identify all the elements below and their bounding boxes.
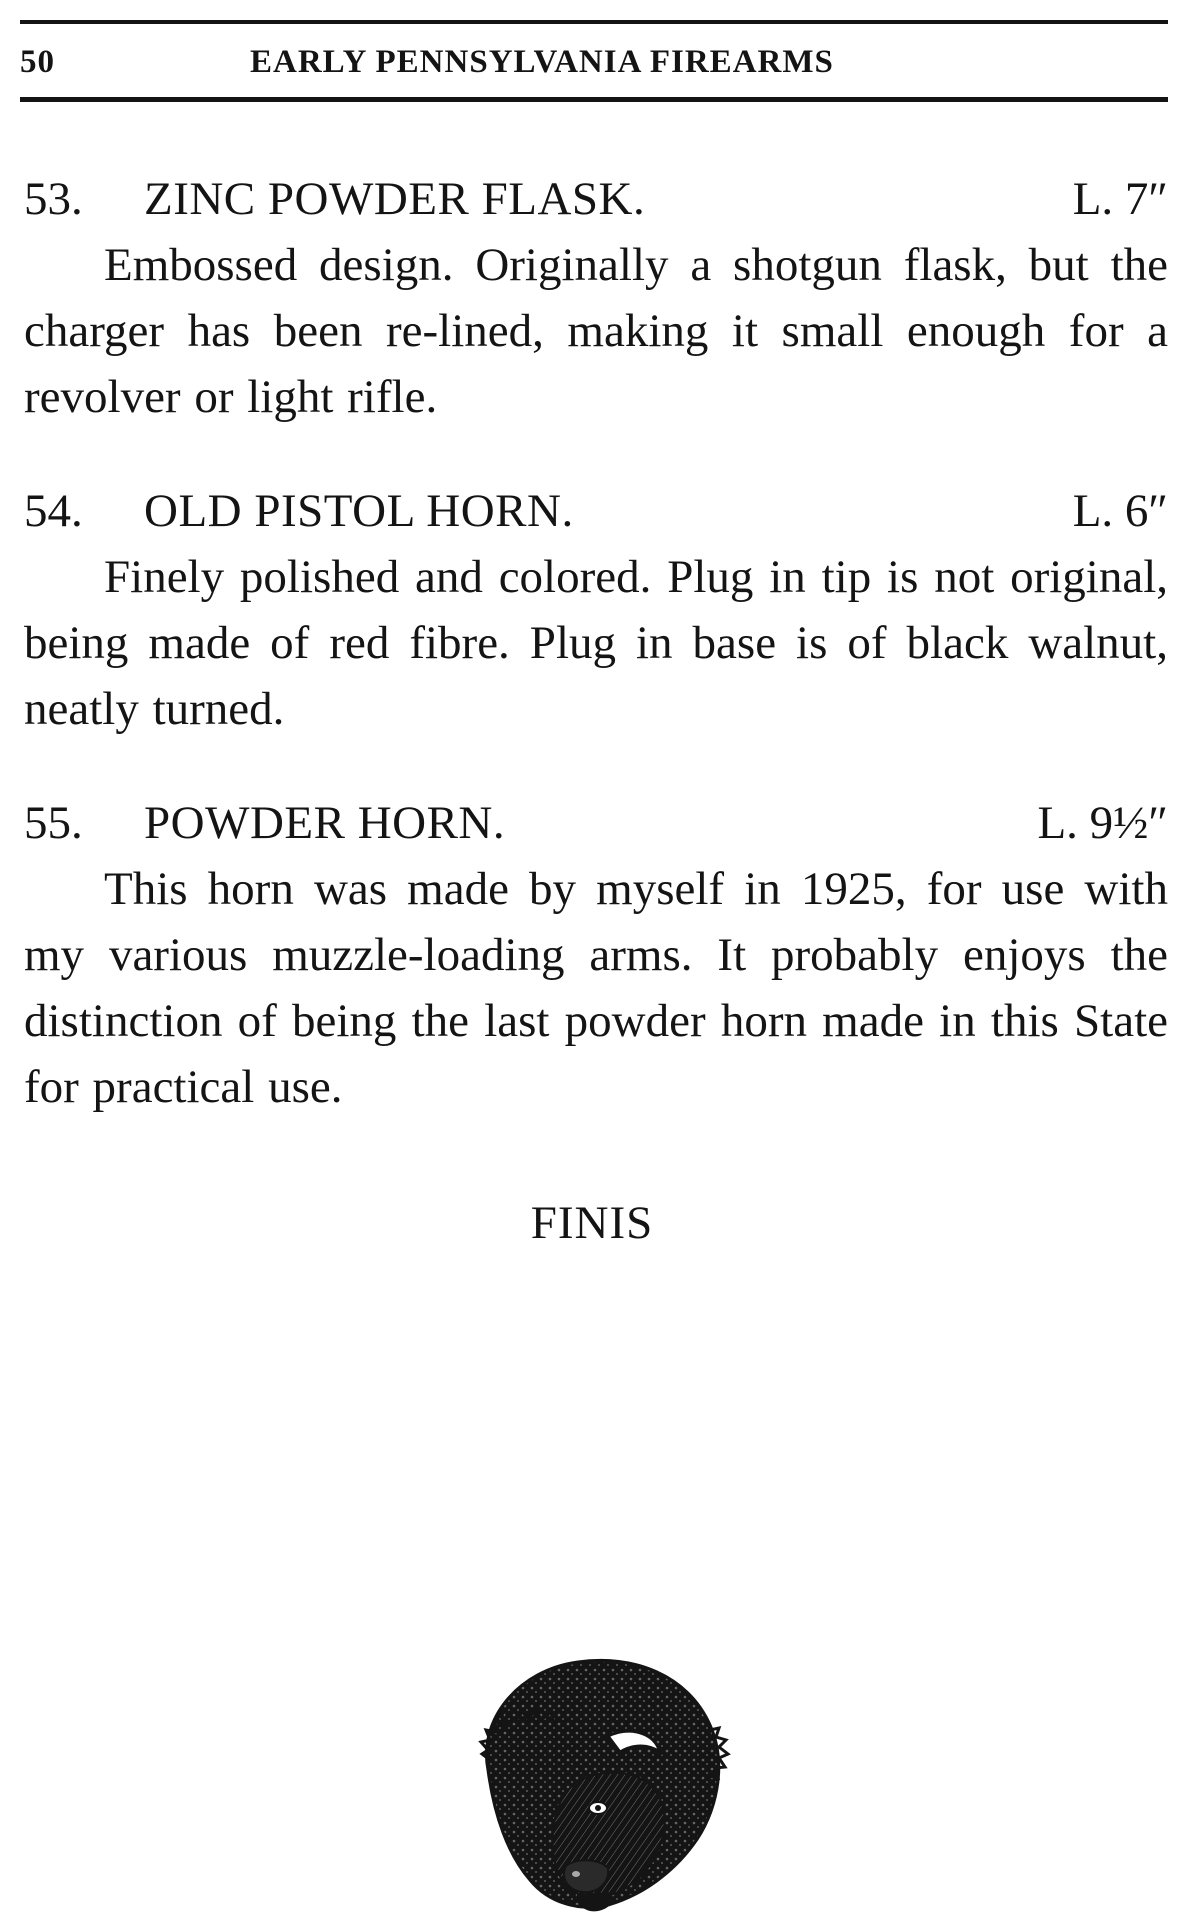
entry-heading [24,790,1168,856]
finis-closing: FINIS [530,1197,654,1249]
bison-head-icon [448,1640,738,1920]
catalog-entry-53 [24,166,1168,430]
entry-number: 55. [24,797,83,849]
entry-length: L. 6″ [1072,485,1168,537]
entry-length: L. 7″ [1072,173,1168,225]
running-title: EARLY PENNSYLVANIA FIREARMS [250,44,834,80]
entry-title: POWDER HORN. [144,797,506,849]
entry-title: OLD PISTOL HORN. [144,485,574,537]
entry-description: Finely polished and colored. Plug in tip is not original, being made of red fibre. Plug in base is of black walnut, neatly turned. [24,551,1168,735]
header-rule [20,97,1168,102]
entry-description: Embossed design. Originally a shotgun flask, but the charger has been re-lined, making it small enough for a revolver or light rifle. [24,239,1168,423]
running-head [20,38,1168,86]
entry-length: L. 9½″ [1037,797,1168,849]
entry-heading [24,166,1168,232]
entry-number: 53. [24,173,83,225]
catalog-entry-55 [24,790,1168,1120]
page-number: 50 [20,44,55,80]
entry-heading [24,478,1168,544]
entry-title: ZINC POWDER FLASK. [144,173,646,225]
top-rule [20,20,1168,24]
entry-number: 54. [24,485,83,537]
entry-description: This horn was made by myself in 1925, for use with my various muzzle-loading arms. It probably enjoys the distinction of being the last powder horn made in this State for practical use. [24,863,1168,1113]
catalog-entry-54 [24,478,1168,742]
